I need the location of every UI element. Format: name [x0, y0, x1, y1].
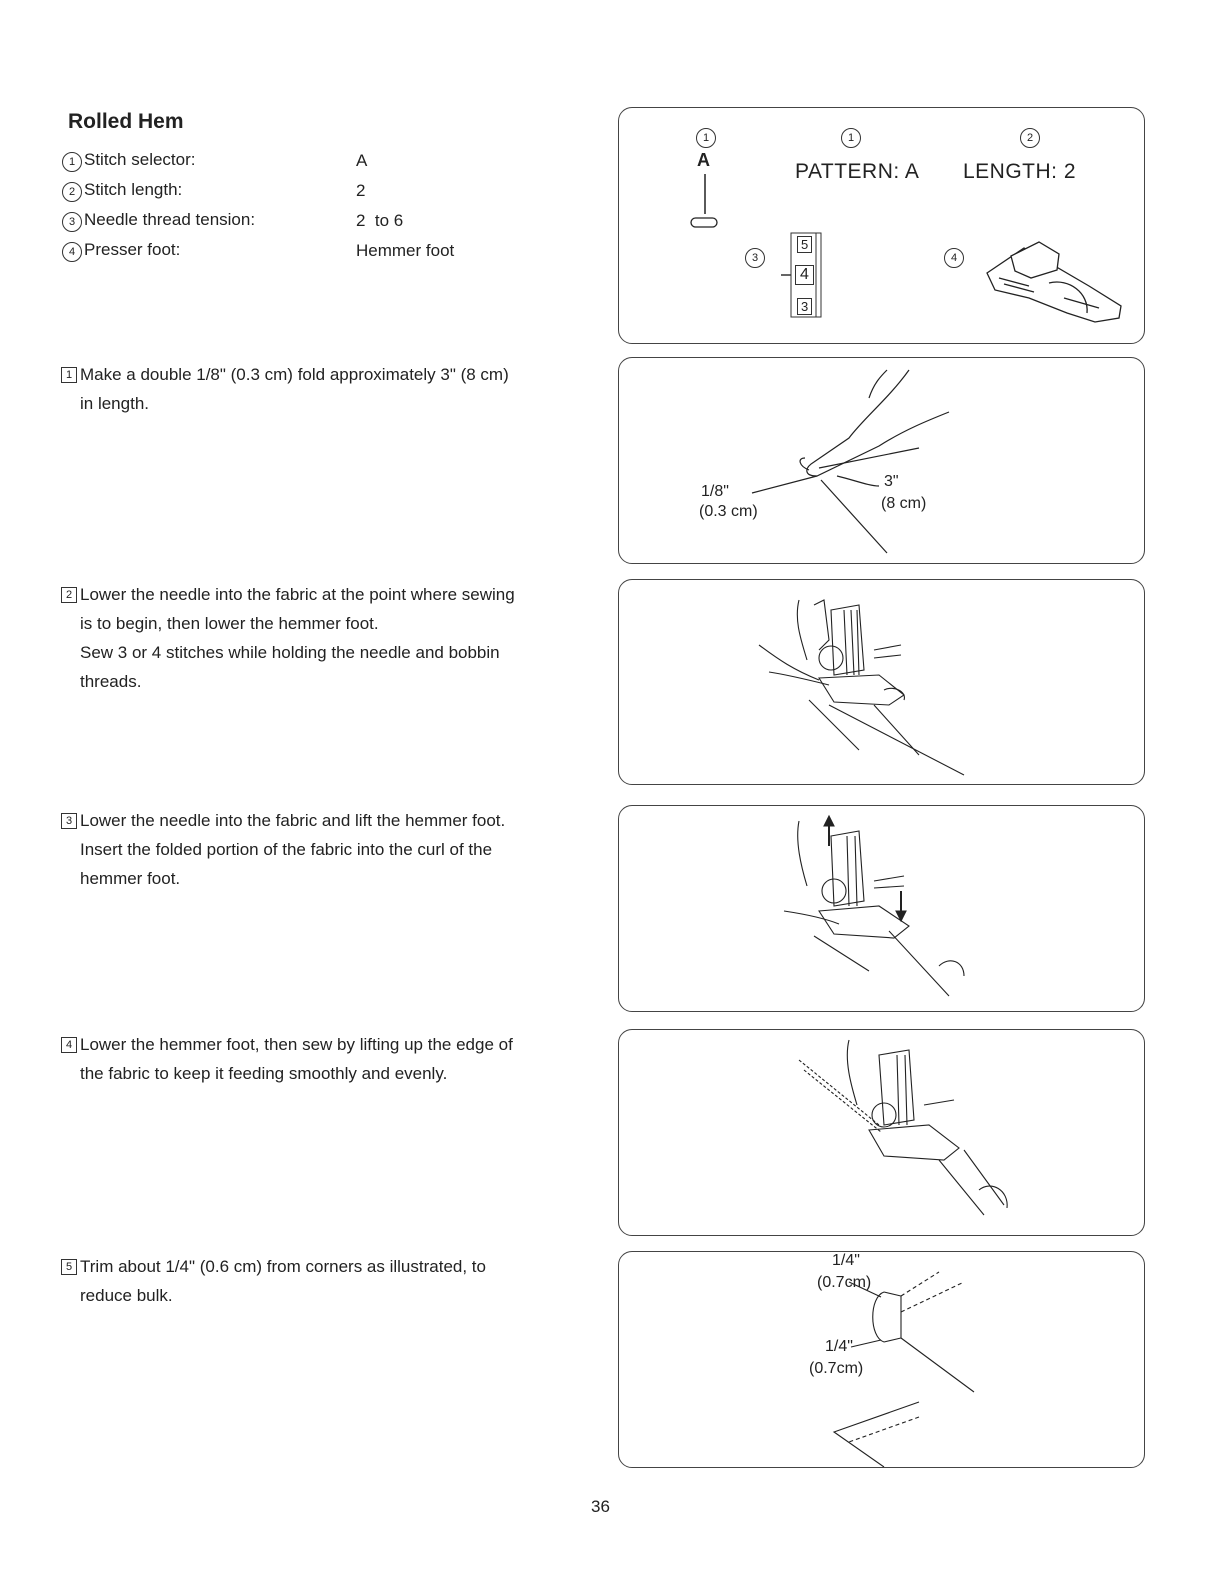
step-number: 2 [61, 587, 77, 603]
setting-value: 2 to 6 [356, 211, 404, 230]
setting-label: 2 Stitch length: [62, 180, 356, 202]
number-marker: 3 [62, 212, 82, 232]
hemmer-foot-icon [987, 242, 1121, 322]
trim-corner-illustration [619, 1252, 1144, 1467]
dial-value-bot: 3 [797, 298, 812, 315]
setting-value: Hemmer foot [356, 241, 455, 260]
step-text: is to begin, then lower the hemmer foot. [80, 614, 379, 633]
setting-label: 1 Stitch selector: [62, 150, 356, 172]
setting-row [62, 146, 454, 176]
fig1-label-a1: 1/8" [701, 483, 729, 500]
step-text: the fabric to keep it feeding smoothly and evenly. [80, 1064, 448, 1083]
marker-1a: 1 [696, 128, 718, 148]
step-text: in length. [80, 394, 149, 413]
figure-4-panel [618, 1029, 1145, 1236]
step-text: Lower the needle into the fabric at the point where sewing [80, 585, 515, 604]
fig5-label-b1: 1/4" [825, 1338, 853, 1355]
step-text: Lower the needle into the fabric and lift the hemmer foot. [80, 811, 506, 830]
setting-row [62, 206, 454, 236]
number-marker: 4 [62, 242, 82, 262]
marker-1b: 1 [841, 128, 863, 148]
fig1-label-b1: 3" [884, 473, 899, 490]
length-text: LENGTH: 2 [963, 160, 1077, 183]
fig5-label-a2: (0.7cm) [817, 1274, 872, 1291]
fold-illustration [619, 358, 1144, 563]
step-text: Trim about 1/4" (0.6 cm) from corners as illustrated, to [80, 1257, 486, 1276]
presser-foot-illustration [619, 580, 1144, 784]
step-text: Lower the hemmer foot, then sew by lifting up the edge of [80, 1035, 513, 1054]
pattern-panel [618, 107, 1145, 344]
dial-value-top: 5 [797, 236, 812, 253]
step-number: 5 [61, 1259, 77, 1275]
setting-value: A [356, 151, 368, 170]
figure-5-panel [618, 1251, 1145, 1468]
step-text: Sew 3 or 4 stitches while holding the needle and bobbin [80, 643, 500, 662]
sewing-hem-illustration [619, 1030, 1144, 1235]
number-marker: 1 [62, 152, 82, 172]
pattern-text: PATTERN: A [795, 160, 920, 183]
step-text: hemmer foot. [80, 869, 181, 888]
figure-3-panel [618, 805, 1145, 1012]
step-text: threads. [80, 672, 142, 691]
step-1 [61, 360, 601, 418]
step-text: reduce bulk. [80, 1286, 173, 1305]
section-title: Rolled Hem [68, 110, 184, 133]
fig1-label-b2: (8 cm) [881, 495, 927, 512]
step-number: 3 [61, 813, 77, 829]
setting-label: 3 Needle thread tension: [62, 210, 356, 232]
figure-2-panel [618, 579, 1145, 785]
step-number: 1 [61, 367, 77, 383]
setting-row [62, 176, 454, 206]
step-3 [61, 806, 601, 893]
number-marker: 2 [62, 182, 82, 202]
insert-fabric-illustration [619, 806, 1144, 1011]
marker-3: 3 [745, 248, 767, 268]
settings-list [62, 146, 454, 266]
step-4 [61, 1030, 601, 1088]
marker-4: 4 [944, 248, 966, 268]
step-number: 4 [61, 1037, 77, 1053]
selector-letter: A [697, 150, 710, 170]
marker-2: 2 [1020, 128, 1042, 148]
figure-1-panel [618, 357, 1145, 564]
step-5 [61, 1252, 601, 1310]
step-text: Make a double 1/8" (0.3 cm) fold approximately 3" (8 cm) [80, 365, 509, 384]
step-2 [61, 580, 601, 696]
setting-value: 2 [356, 181, 366, 200]
step-text: Insert the folded portion of the fabric into the curl of the [80, 840, 493, 859]
dial-value-mid: 4 [795, 265, 814, 285]
page-number: 36 [591, 1497, 610, 1516]
setting-row [62, 236, 454, 266]
fig5-label-b2: (0.7cm) [809, 1360, 864, 1377]
setting-label: 4 Presser foot: [62, 240, 356, 262]
fig1-label-a2: (0.3 cm) [699, 503, 758, 520]
fig5-label-a1: 1/4" [832, 1252, 860, 1269]
